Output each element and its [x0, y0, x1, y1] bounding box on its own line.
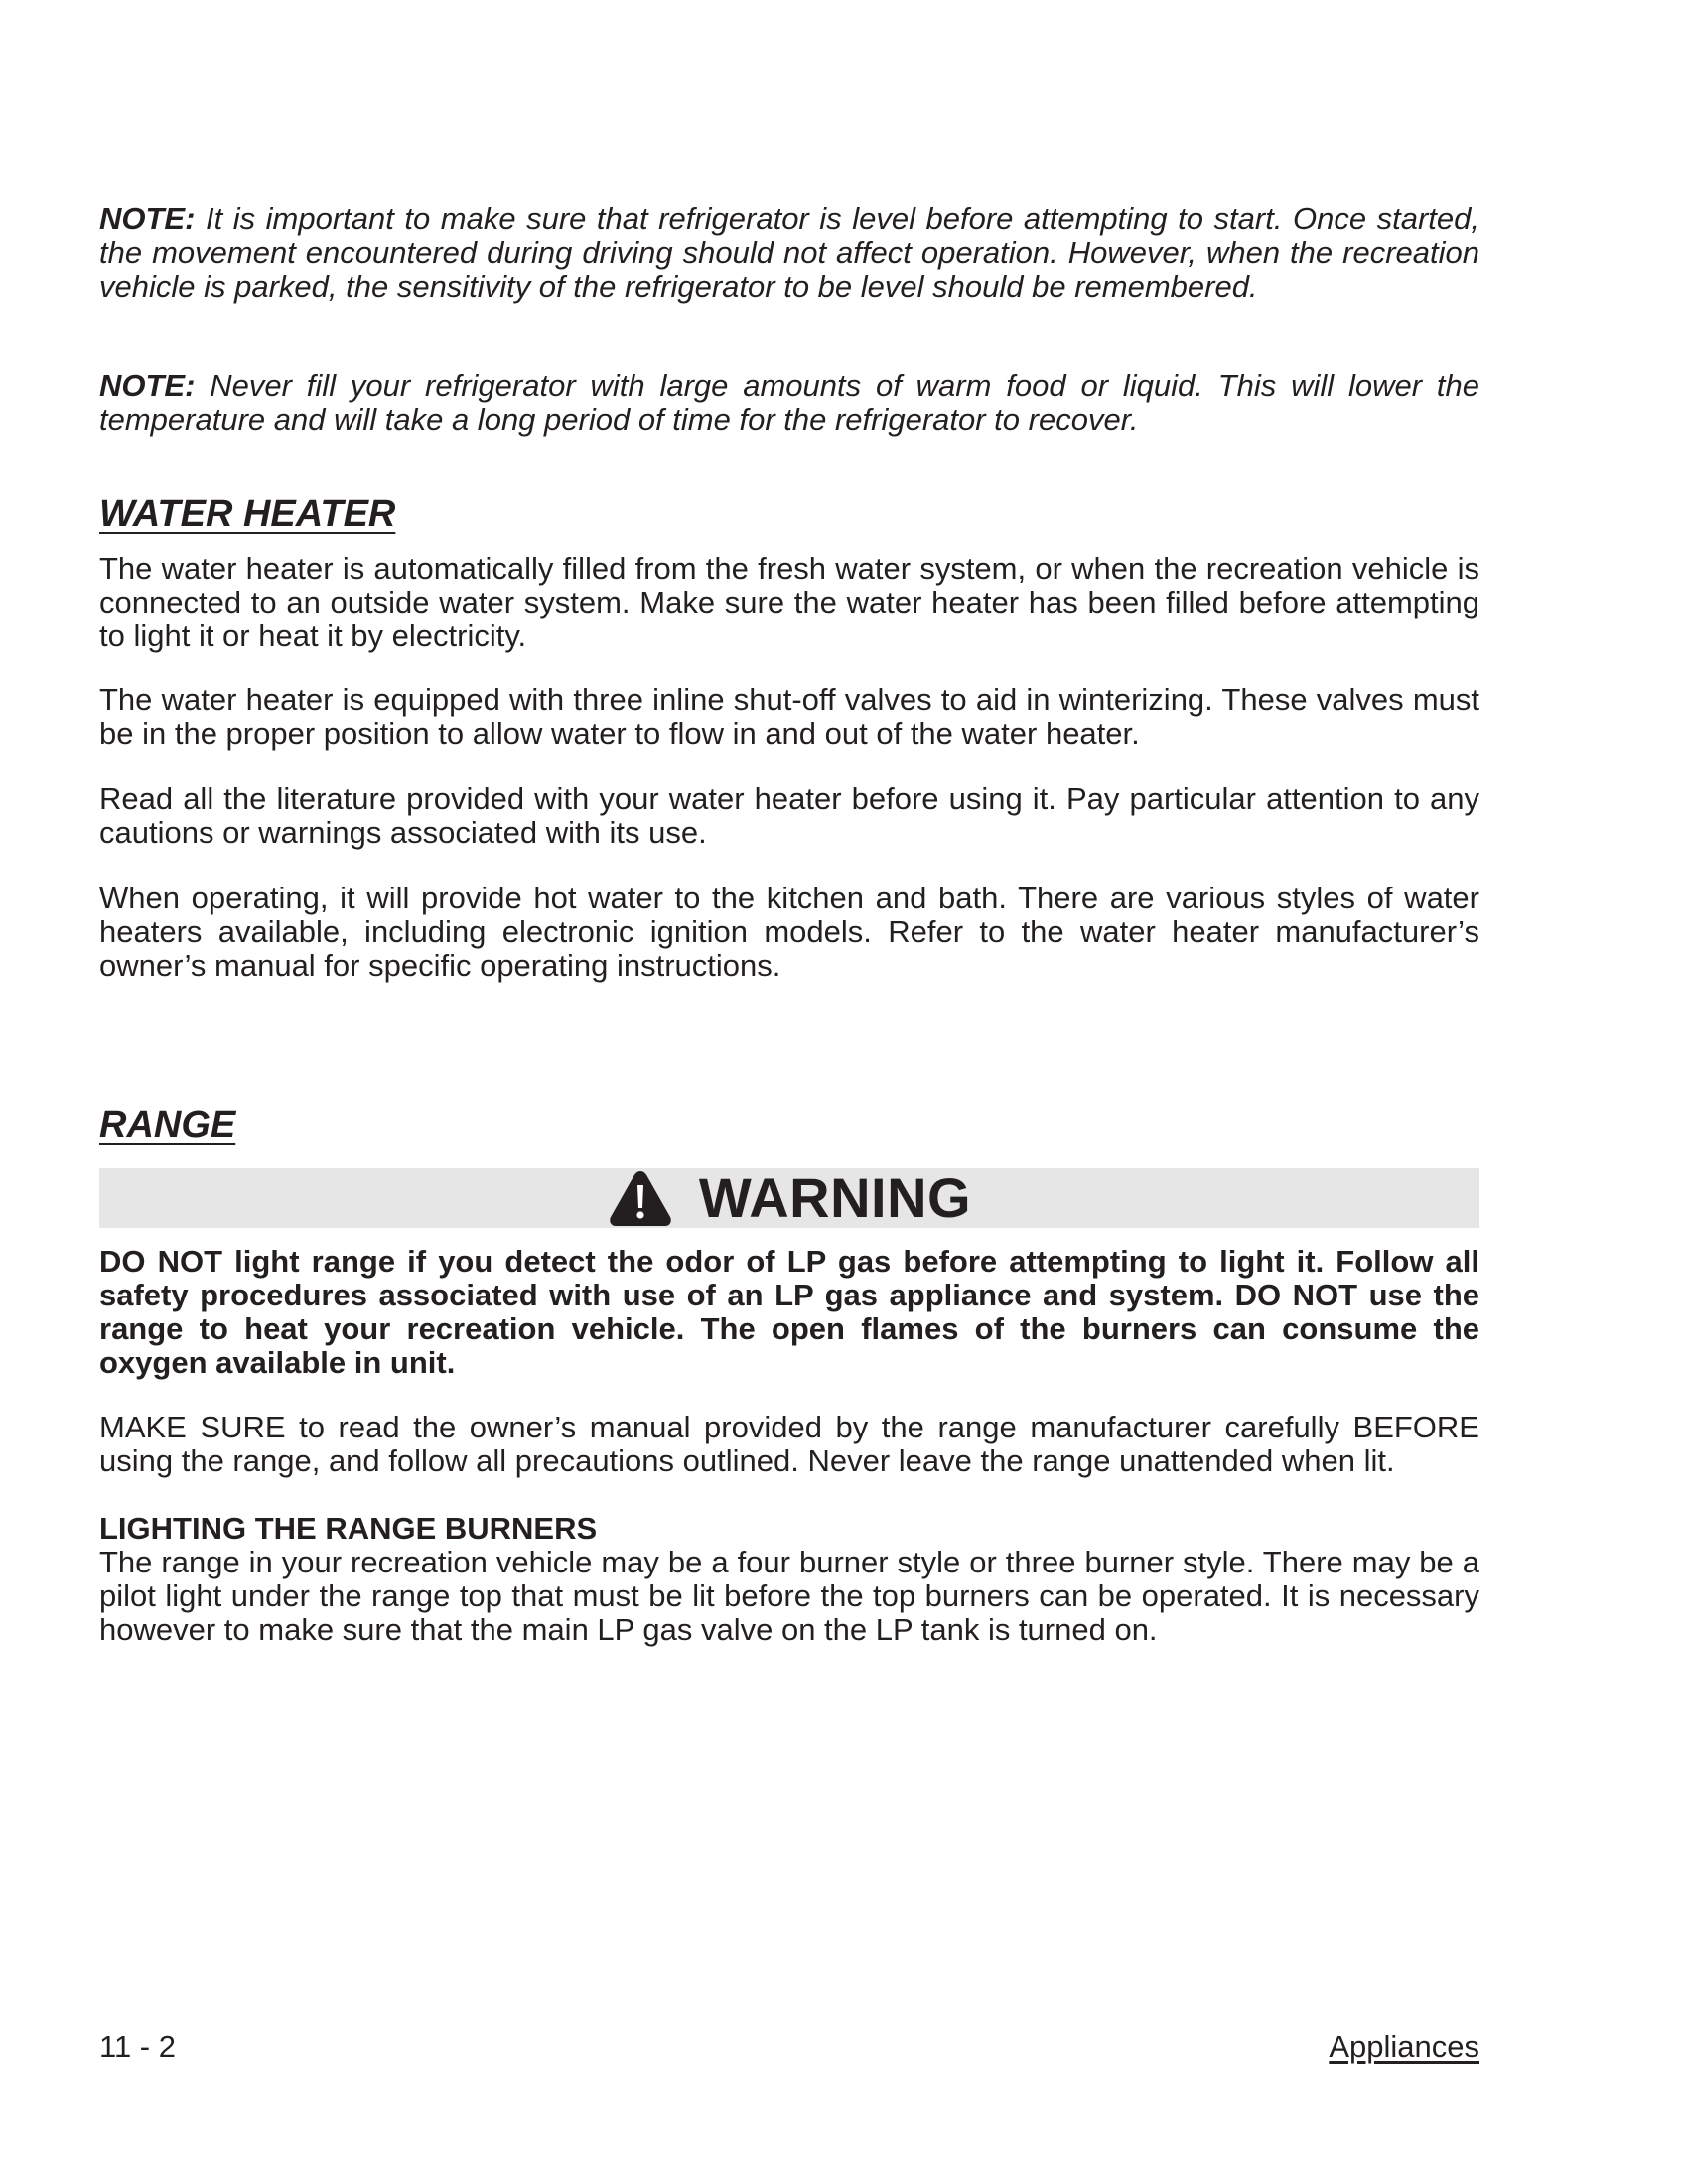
note-warm-food [99, 369, 1479, 437]
manual-page [99, 0, 1479, 2184]
water-heater-paragraph: The water heater is equipped with three inline shut-off valves to aid in winterizing. These valves must be in the proper position to allow water to flow in and out of the water heater. [99, 682, 1479, 751]
lighting-burners-text: The range in your recreation vehicle may be a four burner style or three burner style. There may be a pilot light under the range top that must be lit before the top burners can be operated. It is necessary however to make sure that the main LP gas valve on the LP tank is turned on. [99, 1545, 1479, 1647]
note-label: NOTE: [99, 368, 196, 403]
page-number: 11 - 2 [99, 2029, 176, 2064]
water-heater-paragraph: When operating, it will provide hot water to the kitchen and bath. There are various styles of water heaters available, including electronic ignition models. Refer to the water heater manufacturer’s owner’s manual for specific operating instructions. [99, 881, 1479, 983]
warning-text: DO NOT light range if you detect the odor of LP gas before attempting to light it. Follow all safety procedures associated with use of an LP gas appliance and system. DO NOT use the range to heat your recreation vehicle. The open flames of the burners can consume the oxygen available in unit. [99, 1244, 1479, 1380]
note-text: Never fill your refrigerator with large amounts of warm food or liquid. This will lower the temperature and will take a long period of time for the refrigerator to recover. [99, 368, 1479, 437]
note-label: NOTE: [99, 202, 196, 236]
range-heading: RANGE [99, 1104, 236, 1146]
water-heater-heading: WATER HEATER [99, 493, 396, 535]
water-heater-paragraph: Read all the literature provided with your water heater before using it. Pay particular attention to any cautions or warnings associated with its use. [99, 781, 1479, 850]
lighting-burners-subheading: LIGHTING THE RANGE BURNERS [99, 1511, 598, 1546]
warning-banner [99, 1168, 1479, 1228]
warning-triangle-icon [608, 1168, 673, 1228]
note-text: It is important to make sure that refrigerator is level before attempting to start. Once started, the movement encountered during driving should not affect operation. However, when the recreation vehicle is parked, the sensitivity of the refrigerator to be level should be remembered. [99, 202, 1479, 304]
section-name: Appliances [1329, 2029, 1479, 2064]
warning-title: WARNING [698, 1166, 972, 1229]
water-heater-paragraph: The water heater is automatically filled from the fresh water system, or when the recreation vehicle is connected to an outside water system. Make sure the water heater has been filled before attempting to light it or heat it by electricity. [99, 551, 1479, 653]
range-paragraph: MAKE SURE to read the owner’s manual provided by the range manufacturer carefully BEFORE using the range, and follow all precautions outlined. Never leave the range unattended when lit. [99, 1410, 1479, 1478]
note-refrigerator-level [99, 203, 1479, 304]
